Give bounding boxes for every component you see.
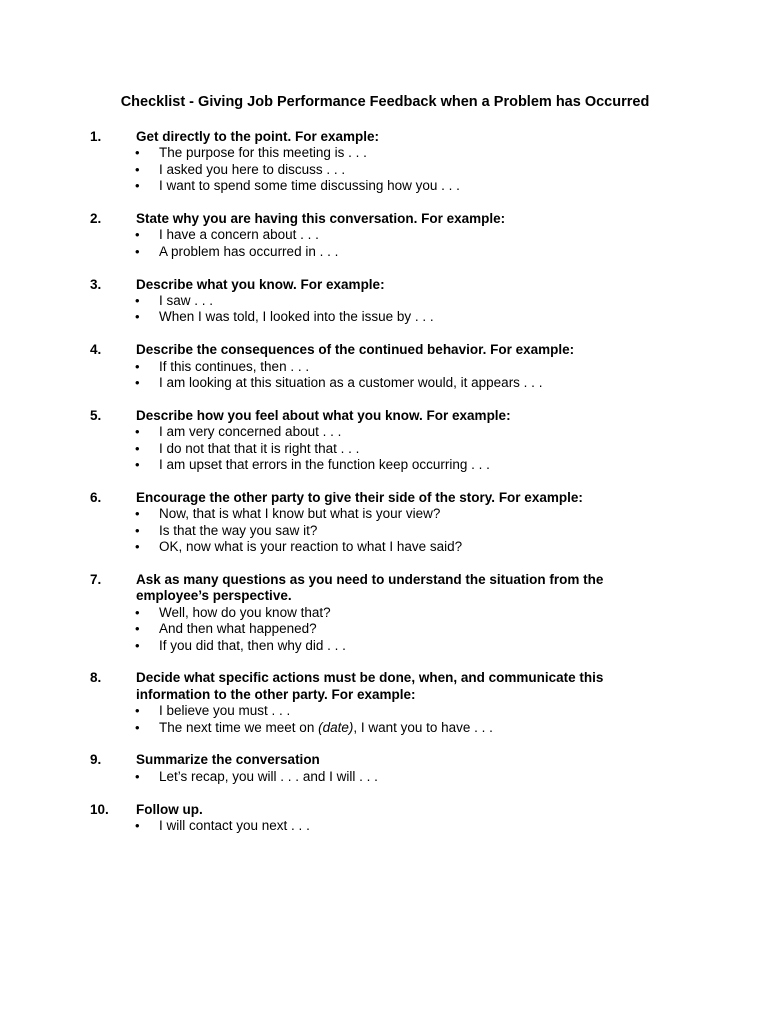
item-heading: Decide what specific actions must be done, when, and communicate this information to the other party. For example: (136, 670, 604, 702)
bullet-item (135, 506, 770, 522)
bullet-item (135, 309, 770, 325)
bullet-icon: • (135, 604, 140, 620)
bullet-icon: • (135, 178, 140, 194)
bullet-item (135, 161, 770, 178)
checklist-item (0, 490, 770, 556)
bullet-icon: • (135, 817, 140, 833)
bullet-text: I am looking at this situation as a customer would, it appears . . . (159, 375, 543, 391)
bullet-icon: • (135, 358, 140, 374)
bullet-text-continued: , I want you to have . . . (353, 719, 493, 735)
checklist (0, 129, 770, 851)
bullet-item (135, 719, 770, 736)
checklist-item (0, 342, 770, 391)
bullet-icon: • (135, 145, 140, 161)
page-title: Checklist - Giving Job Performance Feedback when a Problem has Occurred (120, 94, 650, 110)
bullet-list (0, 605, 770, 654)
item-number: 9. (90, 752, 102, 768)
bullet-icon: • (135, 375, 140, 391)
bullet-item (135, 817, 770, 834)
item-number: 6. (90, 489, 102, 505)
bullet-text: And then what happened? (159, 621, 317, 637)
bullet-text: I have a concern about . . . (159, 227, 319, 243)
bullet-text: I want to spend some time discussing how you . . . (159, 178, 460, 194)
bullet-list (0, 359, 770, 392)
bullet-text: The next time we meet on (159, 719, 319, 735)
item-number: 5. (90, 407, 102, 423)
bullet-icon: • (135, 539, 140, 555)
bullet-text: When I was told, I looked into the issue by . . . (159, 309, 434, 325)
bullet-item (135, 424, 770, 440)
bullet-text: Is that the way you saw it? (159, 522, 318, 538)
bullet-item (135, 457, 770, 473)
bullet-item (135, 358, 770, 375)
bullet-text: A problem has occurred in . . . (159, 243, 339, 259)
bullet-text: Well, how do you know that? (159, 604, 331, 620)
item-heading: Summarize the conversation (136, 752, 320, 768)
item-heading: Describe how you feel about what you know. For example: (136, 407, 511, 423)
bullet-list (0, 227, 770, 260)
bullet-icon: • (135, 637, 140, 653)
bullet-item (135, 621, 770, 637)
item-heading: Describe the consequences of the continued behavior. For example: (136, 342, 575, 358)
bullet-icon: • (135, 703, 140, 719)
item-number: 2. (90, 211, 102, 227)
item-number: 8. (90, 670, 102, 686)
bullet-text: I saw . . . (159, 293, 214, 309)
bullet-icon: • (135, 424, 140, 440)
item-heading: Encourage the other party to give their side of the story. For example: (136, 489, 583, 505)
checklist-item (0, 752, 770, 785)
bullet-text: I believe you must . . . (159, 703, 291, 719)
item-number: 3. (90, 276, 102, 292)
bullet-item (135, 637, 770, 654)
bullet-list (0, 293, 770, 326)
bullet-text: The purpose for this meeting is . . . (159, 145, 367, 161)
bullet-list (0, 424, 770, 473)
bullet-icon: • (135, 506, 140, 522)
bullet-list (0, 703, 770, 736)
bullet-text: If you did that, then why did . . . (159, 637, 346, 653)
bullet-item (135, 703, 770, 719)
bullet-text: I will contact you next . . . (159, 817, 310, 833)
bullet-item (135, 293, 770, 309)
item-heading: Follow up. (136, 801, 203, 817)
bullet-text: OK, now what is your reaction to what I have said? (159, 539, 463, 555)
bullet-icon: • (135, 719, 140, 735)
item-number: 1. (90, 129, 102, 144)
checklist-item (0, 277, 770, 326)
bullet-icon: • (135, 309, 140, 325)
bullet-icon: • (135, 457, 140, 473)
bullet-icon: • (135, 522, 140, 538)
bullet-text: I asked you here to discuss . . . (159, 161, 346, 177)
bullet-item (135, 440, 770, 457)
bullet-icon: • (135, 293, 140, 309)
bullet-icon: • (135, 440, 140, 456)
bullet-item (135, 604, 770, 621)
item-number: 4. (90, 342, 102, 358)
item-number: 7. (90, 571, 102, 587)
bullet-item (135, 539, 770, 555)
bullet-item (135, 375, 770, 391)
bullet-list (0, 145, 770, 194)
bullet-item (135, 768, 770, 785)
bullet-item (135, 178, 770, 194)
bullet-icon: • (135, 243, 140, 259)
bullet-item (135, 227, 770, 243)
checklist-item (0, 670, 770, 736)
checklist-item (0, 129, 770, 195)
bullet-italic-text: (date) (318, 719, 354, 735)
bullet-text: I do not that that it is right that . . . (159, 440, 360, 456)
bullet-list (0, 769, 770, 785)
bullet-icon: • (135, 621, 140, 637)
checklist-item (0, 211, 770, 260)
bullet-text: If this continues, then . . . (159, 358, 310, 374)
bullet-list (0, 818, 770, 834)
bullet-text: Let’s recap, you will . . . and I will . . . (159, 768, 378, 784)
bullet-icon: • (135, 768, 140, 784)
checklist-item (0, 802, 770, 835)
item-heading: Get directly to the point. For example: (136, 129, 380, 144)
item-number: 10. (90, 801, 109, 817)
bullet-item (135, 522, 770, 539)
checklist-item (0, 408, 770, 474)
item-heading: Describe what you know. For example: (136, 276, 385, 292)
bullet-list (0, 506, 770, 555)
bullet-icon: • (135, 161, 140, 177)
item-heading: Ask as many questions as you need to understand the situation from the employee’s perspective. (136, 571, 604, 604)
bullet-item (135, 145, 770, 161)
bullet-text: I am very concerned about . . . (159, 424, 342, 440)
checklist-item (0, 572, 770, 654)
item-heading: State why you are having this conversation. For example: (136, 211, 506, 227)
bullet-item (135, 243, 770, 260)
bullet-text: I am upset that errors in the function keep occurring . . . (159, 457, 490, 473)
bullet-text: Now, that is what I know but what is your view? (159, 506, 441, 522)
bullet-icon: • (135, 227, 140, 243)
